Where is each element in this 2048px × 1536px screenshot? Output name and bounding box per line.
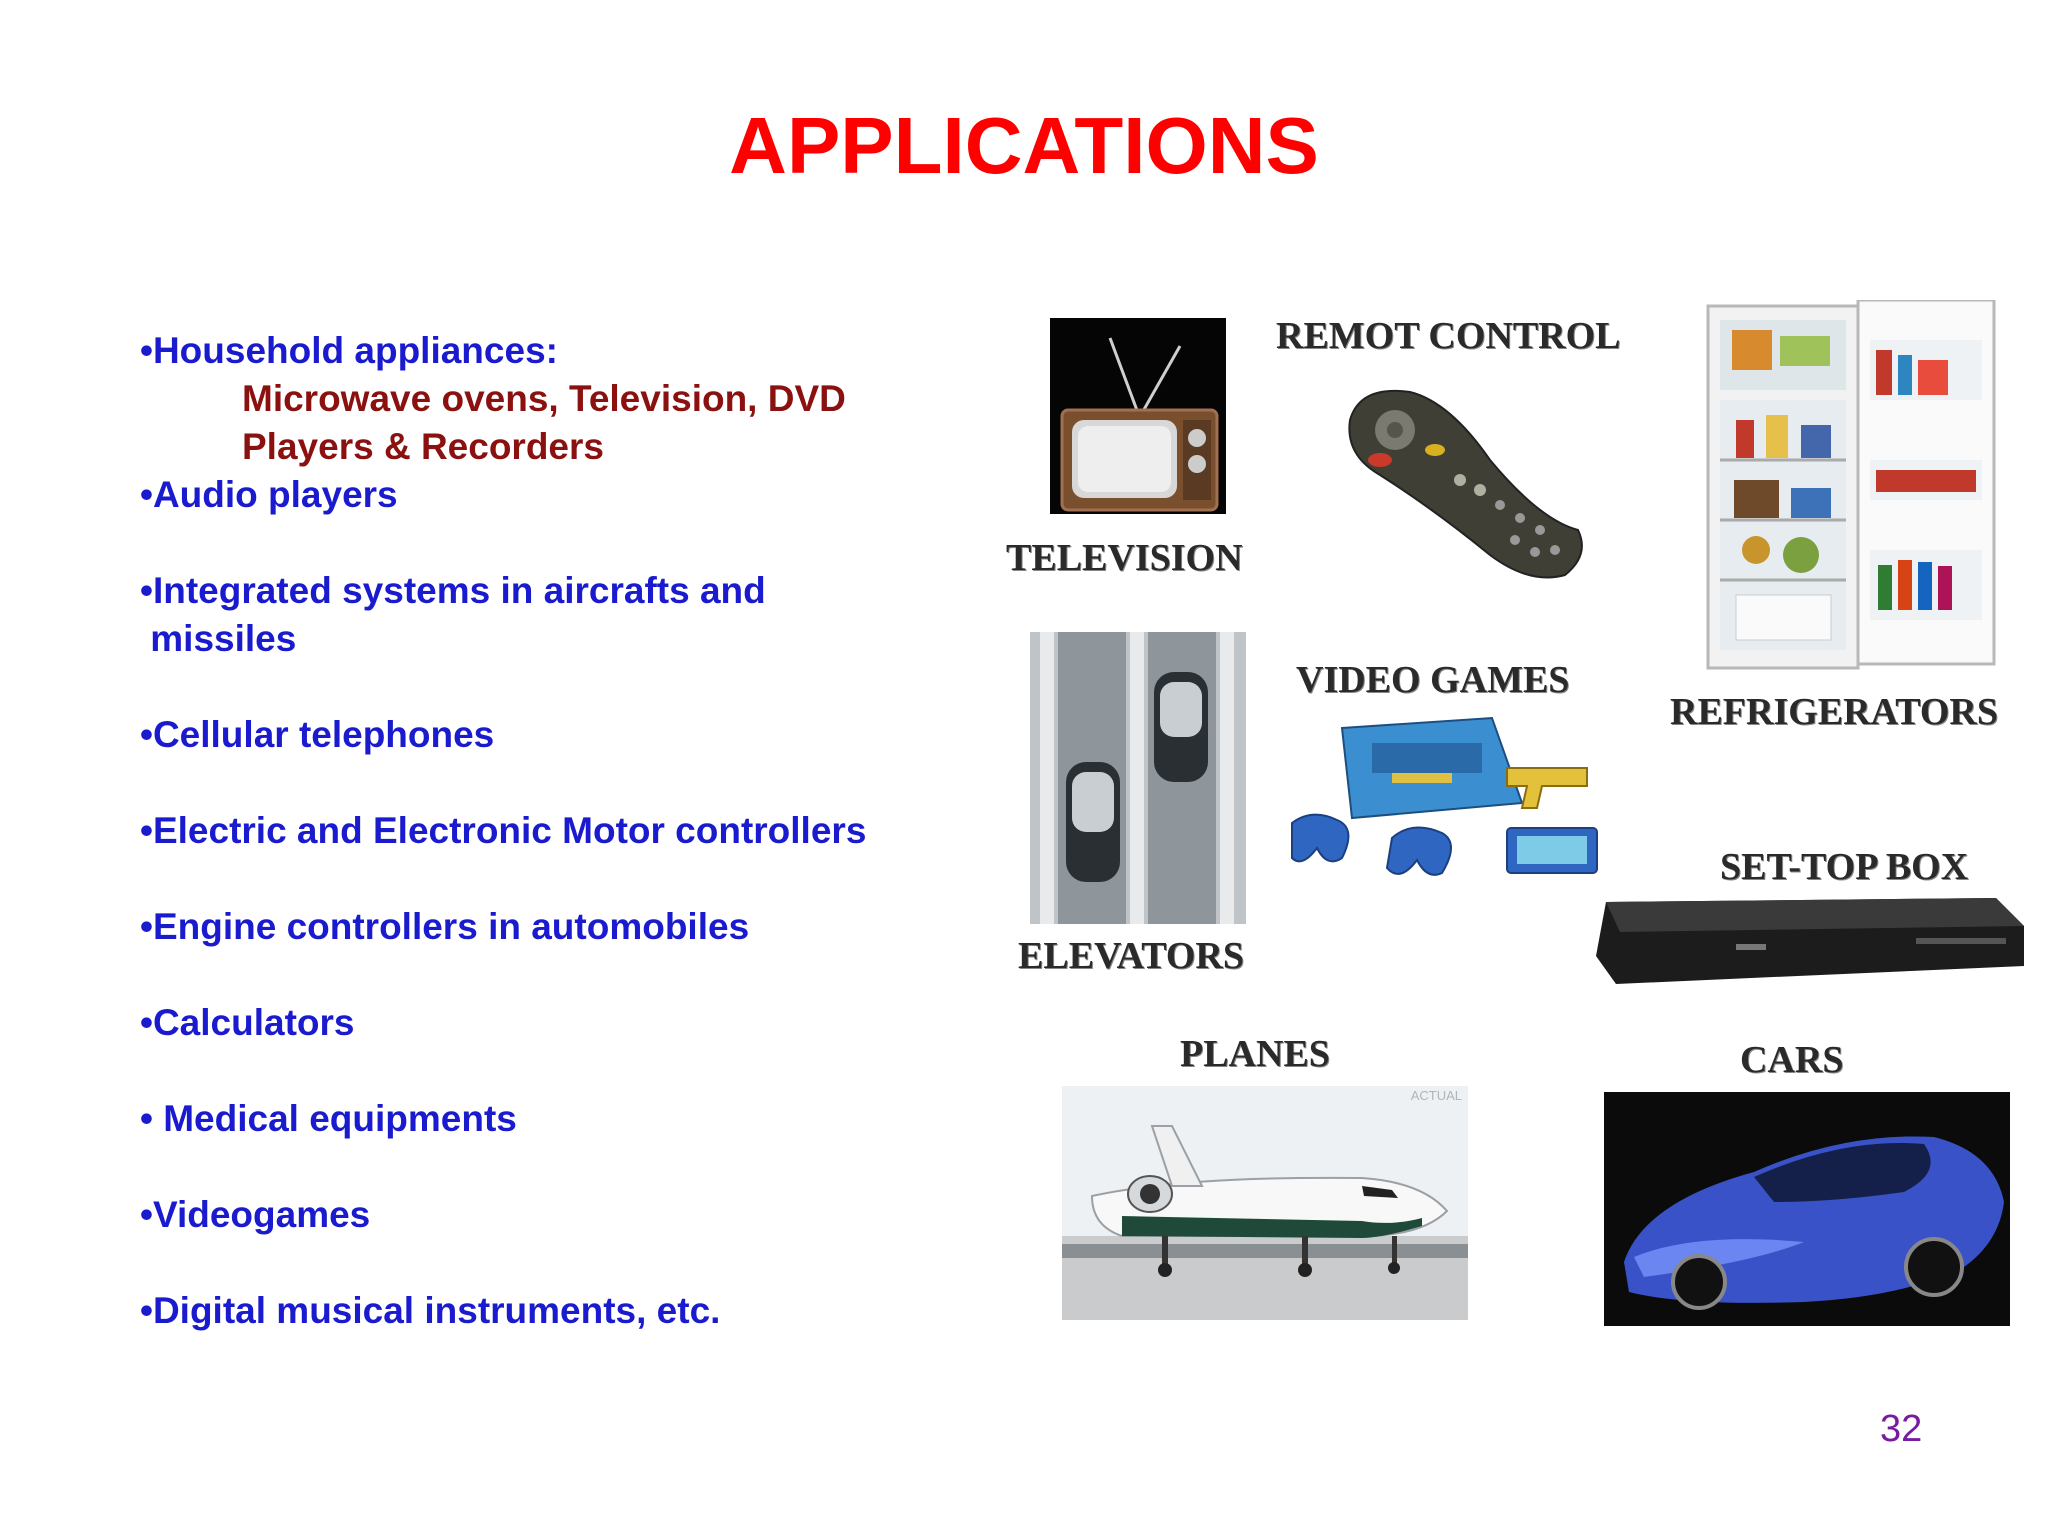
bullet-integrated-line-1: •Integrated systems in aircrafts and: [140, 570, 766, 611]
bullet-household: •Household appliances:: [140, 330, 558, 371]
caption-set-top-box: SET-TOP BOX: [1720, 846, 1969, 888]
car-image: [1604, 1092, 2010, 1326]
bullet-household-sub-1: Microwave ovens, Television, DVD: [242, 378, 846, 419]
page-number: 32: [1880, 1408, 1923, 1450]
caption-refrigerators: REFRIGERATORS: [1670, 691, 1998, 733]
list-spacer: [140, 759, 960, 807]
list-spacer: [140, 1143, 960, 1191]
bullet-videogames: •Videogames: [140, 1194, 371, 1235]
set-top-box-image: [1596, 892, 2026, 988]
caption-planes: PLANES: [1180, 1033, 1330, 1075]
bullet-audio: •Audio players: [140, 474, 398, 515]
applications-list: [140, 327, 960, 1335]
caption-video-games: VIDEO GAMES: [1296, 659, 1570, 701]
list-spacer: [140, 1239, 960, 1287]
plane-image: [1062, 1086, 1468, 1320]
list-spacer: [140, 519, 960, 567]
list-spacer: [140, 1047, 960, 1095]
caption-remote-control: REMOT CONTROL: [1276, 315, 1621, 357]
caption-cars: CARS: [1740, 1039, 1844, 1081]
caption-television: TELEVISION: [1006, 537, 1243, 579]
slide-title: APPLICATIONS: [729, 101, 1319, 190]
list-spacer: [140, 663, 960, 711]
refrigerator-image: [1706, 300, 1996, 672]
bullet-calculators: •Calculators: [140, 1002, 355, 1043]
bullet-digital: •Digital musical instruments, etc.: [140, 1290, 721, 1331]
list-spacer: [140, 855, 960, 903]
plane-watermark: ACTUAL: [1410, 1088, 1462, 1103]
remote-control-image: [1340, 380, 1590, 590]
bullet-integrated-line-2: missiles: [140, 618, 297, 659]
bullet-motor: •Electric and Electronic Motor controllers: [140, 810, 867, 851]
television-image: [1050, 318, 1226, 514]
video-games-image: [1282, 708, 1612, 888]
bullet-medical: • Medical equipments: [140, 1098, 517, 1139]
list-spacer: [140, 951, 960, 999]
bullet-cellular: •Cellular telephones: [140, 714, 495, 755]
caption-elevators: ELEVATORS: [1018, 935, 1244, 977]
bullet-engine: •Engine controllers in automobiles: [140, 906, 750, 947]
bullet-household-sub-2: Players & Recorders: [242, 426, 604, 467]
elevators-image: [1030, 632, 1246, 924]
